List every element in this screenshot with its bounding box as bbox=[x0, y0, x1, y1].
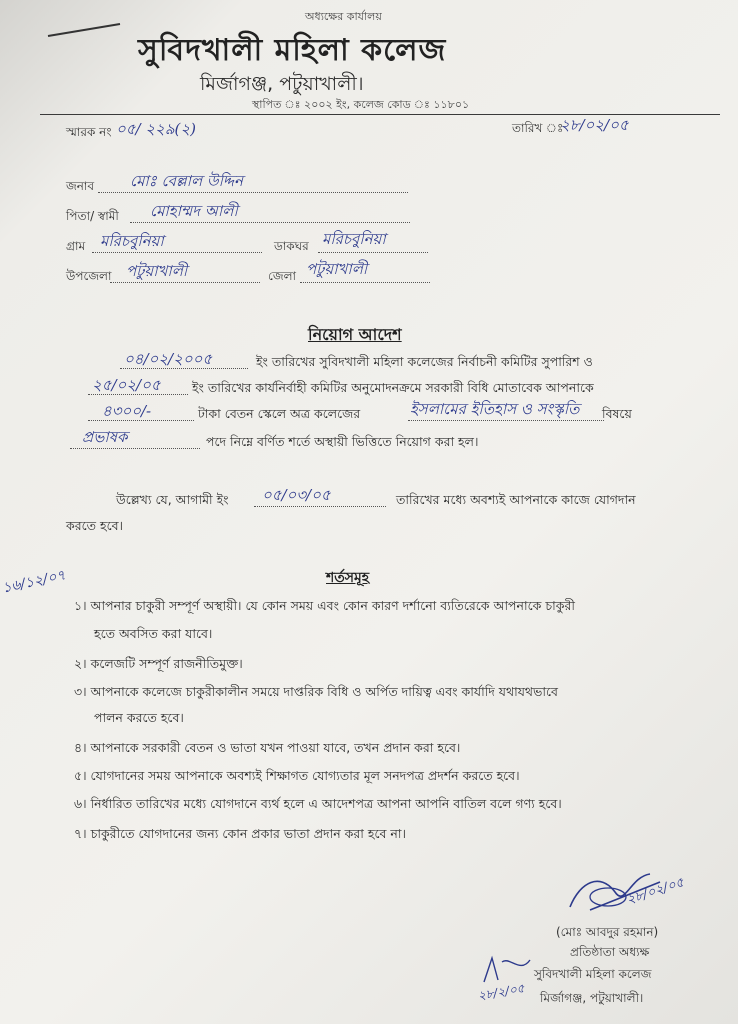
signature-date: ২৮/০২/০৫ bbox=[624, 875, 687, 908]
conditions-heading: শর্তসমূহ bbox=[326, 570, 370, 586]
father-name: মোহাম্মদ আলী bbox=[150, 202, 238, 220]
village-value: মরিচবুনিয়া bbox=[100, 232, 164, 250]
condition-item: ৫। যোগদানের সময় আপনাকে অবশ্যই শিক্ষাগত যোগ্যতার মূল সনদপত্র প্রদর্শন করতে হবে। bbox=[74, 768, 520, 783]
condition-item: পালন করতে হবে। bbox=[94, 710, 184, 725]
order-date-2: ২৫/০২/০৫ bbox=[92, 376, 161, 394]
condition-item: ৭। চাকুরীতে যোগদানের জন্য কোন প্রকার ভাতা প্রদান করা হবে না। bbox=[74, 826, 406, 841]
name-label: জনাব bbox=[66, 179, 95, 193]
condition-item: ৩। আপনাকে কলেজে চাকুরীকালীন সময়ে দাপ্তরিক বিধি ও অর্পিত দায়িত্ব এবং কার্যাদি যথাযথভাবে bbox=[74, 684, 558, 699]
salary-value: ৪৩০০/- bbox=[102, 402, 152, 420]
stamp-date: ২৮/২/০৫ bbox=[476, 981, 526, 1004]
post-label: ডাকঘর bbox=[274, 239, 309, 253]
condition-item: ২। কলেজটি সম্পূর্ণ রাজনীতিমুক্ত। bbox=[74, 656, 243, 671]
order-heading: নিয়োগ আদেশ bbox=[308, 325, 402, 344]
join-suffix-2: করতে হবে। bbox=[66, 518, 124, 533]
established-info: স্থাপিত ঃ ২০০২ ইং, কলেজ কোড ঃ ১১৮০১ bbox=[252, 98, 470, 111]
pen-mark bbox=[46, 20, 126, 40]
signer-place: মির্জাগঞ্জ, পটুয়াখালী। bbox=[540, 991, 644, 1005]
signer-name: (মোঃ আবদুর রহমান) bbox=[556, 925, 659, 939]
recipient-name: মোঃ বেল্লাল উদ্দিন bbox=[130, 172, 243, 190]
order-text-1: ইং তারিখের সুবিদখালী মহিলা কলেজের নির্বাচনী কমিটির সুপারিশ ও bbox=[256, 354, 593, 369]
join-suffix: তারিখের মধ্যে অবশ্যই আপনাকে কাজে যোগদান bbox=[396, 492, 636, 507]
office-label: অধ্যক্ষের কার্যালয় bbox=[305, 10, 382, 23]
post-value: মরিচবুনিয়া bbox=[322, 230, 386, 248]
subject-value: ইসলামের ইতিহাস ও সংস্কৃতি bbox=[410, 400, 580, 418]
date-label: তারিখ ঃ bbox=[512, 121, 564, 135]
date-value: ২৮/০২/০৫ bbox=[560, 116, 629, 134]
condition-item: ৬। নির্ধারিত তারিখের মধ্যে যোগদানে ব্যর্থ হলে এ আদেশপত্র আপনা আপনি বাতিল বলে গণ্য হবে। bbox=[74, 796, 562, 811]
district-label: জেলা bbox=[268, 269, 297, 283]
initials-scribble bbox=[480, 952, 540, 986]
condition-item: ৪। আপনাকে সরকারী বেতন ও ভাতা যখন পাওয়া যাবে, তখন প্রদান করা হবে। bbox=[74, 740, 461, 755]
upazila-value: পটুয়াখালী bbox=[126, 262, 188, 280]
village-label: গ্রাম bbox=[66, 239, 86, 253]
order-text-4: পদে নিম্নে বর্ণিত শর্তে অস্থায়ী ভিত্তিতে নিয়োগ করা হল। bbox=[206, 434, 479, 449]
college-address: মির্জাগঞ্জ, পটুয়াখালী। bbox=[200, 73, 364, 95]
upazila-label: উপজেলা bbox=[66, 269, 112, 283]
post-title-value: প্রভাষক bbox=[82, 428, 128, 446]
condition-item: ১। আপনার চাকুরী সম্পূর্ণ অস্থায়ী। যে কোন সময় এবং কোন কারণ দর্শানো ব্যতিরেকে আপনাকে চাকুরী bbox=[74, 598, 575, 613]
memo-number: ০৫/ ২২৯(২) bbox=[116, 120, 197, 138]
margin-note: ১৬/১২/০৭ bbox=[1, 567, 67, 597]
district-value: পটুয়াখালী bbox=[306, 260, 368, 278]
condition-item: হতে অবসিত করা যাবে। bbox=[94, 626, 213, 641]
order-text-3: টাকা বেতন স্কেলে অত্র কলেজের bbox=[198, 406, 361, 421]
join-date: ০৫/০৩/০৫ bbox=[262, 486, 331, 504]
father-label: পিতা/ স্বামী bbox=[66, 209, 119, 223]
order-date-1: ০৪/০২/২০০৫ bbox=[124, 350, 213, 368]
memo-label: স্মারক নং bbox=[66, 125, 112, 139]
order-text-3b: বিষয়ে bbox=[602, 406, 632, 421]
signer-college: সুবিদখালী মহিলা কলেজ bbox=[534, 967, 652, 981]
signer-title: প্রতিষ্ঠাতা অধ্যক্ষ bbox=[570, 945, 650, 959]
college-title: সুবিদখালী মহিলা কলেজ bbox=[138, 33, 447, 68]
join-prefix: উল্লেখ্য যে, আগামী ইং bbox=[116, 492, 229, 507]
order-text-2: ইং তারিখের কার্যনির্বাহী কমিটির অনুমোদনক্রমে সরকারী বিধি মোতাবেক আপনাকে bbox=[192, 380, 594, 395]
